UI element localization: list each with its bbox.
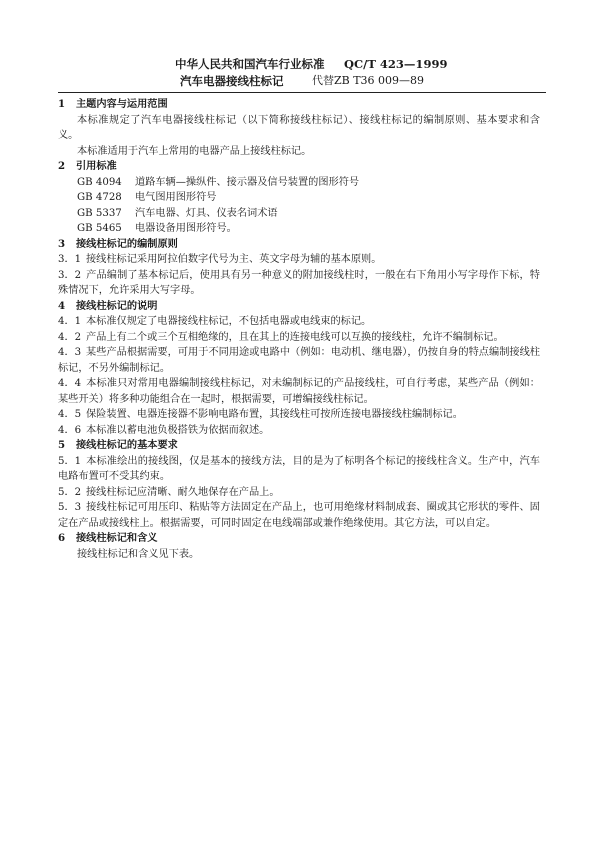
section-3-heading: 3 接线柱标记的编制原则: [58, 237, 178, 250]
clause-item: 4．2 产品上有二个或三个互相绝缘的，且在其上的连接电线可以互换的接线柱，允许不编制标记。: [58, 331, 504, 343]
clause-item: 3．2 产品编制了基本标记后，使用具有另一种意义的附加接线柱时，一般在右下角用小写字母作下标，特殊情况下，允许采用大写字母。: [58, 269, 540, 296]
clause-item: 5．1 本标准绘出的接线图，仅是基本的接线方法，目的是为了标明各个标记的接线柱含义。生产中，汽车电路布置可不受其约束。: [58, 455, 540, 482]
reference-item: GB 4094 道路车辆—操纵件、接示器及信号装置的图形符号: [77, 176, 360, 188]
section-6-paragraph: 接线柱标记和含义见下表。: [77, 548, 200, 560]
section-6-heading: 6 接线柱标记和含义: [58, 532, 158, 544]
document-body: [58, 97, 540, 562]
header-rule: [58, 92, 546, 93]
section-1-paragraph: 本标准适用于汽车上常用的电器产品上接线柱标记。: [77, 145, 312, 157]
document-title: 汽车电器接线柱标记: [180, 74, 284, 88]
clause-item: 4．4 本标准只对常用电器编制接线柱标记，对未编制标记的产品接线柱，可自行考虑，某些产品（例如：某些开关）将多种功能组合在一起时，根据需要，可增编接线柱标记。: [58, 378, 540, 405]
standard-org-title: 中华人民共和国汽车行业标准: [175, 57, 325, 71]
reference-item: GB 4728 电气图用图形符号: [77, 192, 217, 203]
section-2-heading: 2 引用标准: [58, 160, 117, 172]
section-1-paragraph: 本标准规定了汽车电器接线柱标记（以下简称接线柱标记）、接线柱标记的编制原则、基本要求和含义。: [58, 114, 540, 141]
clause-item: 5．3 接线柱标记可用压印、粘贴等方法固定在产品上，也可用绝缘材料制成套、圈或其它形状的零件、固定在产品或接线柱上。根据需要，可同时固定在电线端部或兼作绝缘使用。其它方法，可以自定。: [58, 502, 540, 529]
reference-item: GB 5337 汽车电器、灯具、仪表名词术语: [77, 207, 278, 219]
standard-number: QC/T 423—1999: [344, 57, 448, 71]
clause-item: 4．1 本标准仅规定了电器接线柱标记，不包括电器或电线束的标记。: [58, 316, 372, 327]
clause-item: 3．1 接线柱标记采用阿拉伯数字代号为主、英文字母为辅的基本原则。: [58, 254, 382, 265]
clause-item: 5．2 接线柱标记应清晰、耐久地保存在产品上。: [58, 486, 280, 498]
replaces-note: 代替ZB T36 009—89: [312, 74, 425, 87]
section-1-heading: 1 主题内容与运用范围: [58, 98, 168, 110]
reference-item: GB 5465 电器设备用图形符号。: [77, 223, 237, 234]
section-5-heading: 5 接线柱标记的基本要求: [58, 439, 178, 451]
clause-item: 4．3 某些产品根据需要，可用于不同用途或电路中（例如：电动机、继电器），仍按自身的特点编制接线柱标记，不另外编制标记。: [58, 347, 540, 374]
clause-item: 4．6 本标准以蓄电池负极搭铁为依据而叙述。: [58, 424, 270, 436]
clause-item: 4．5 保险装置、电器连接器不影响电路布置，其接线柱可按所连接电器接线柱编制标记。: [58, 409, 463, 420]
section-4-heading: 4 接线柱标记的说明: [58, 299, 158, 312]
